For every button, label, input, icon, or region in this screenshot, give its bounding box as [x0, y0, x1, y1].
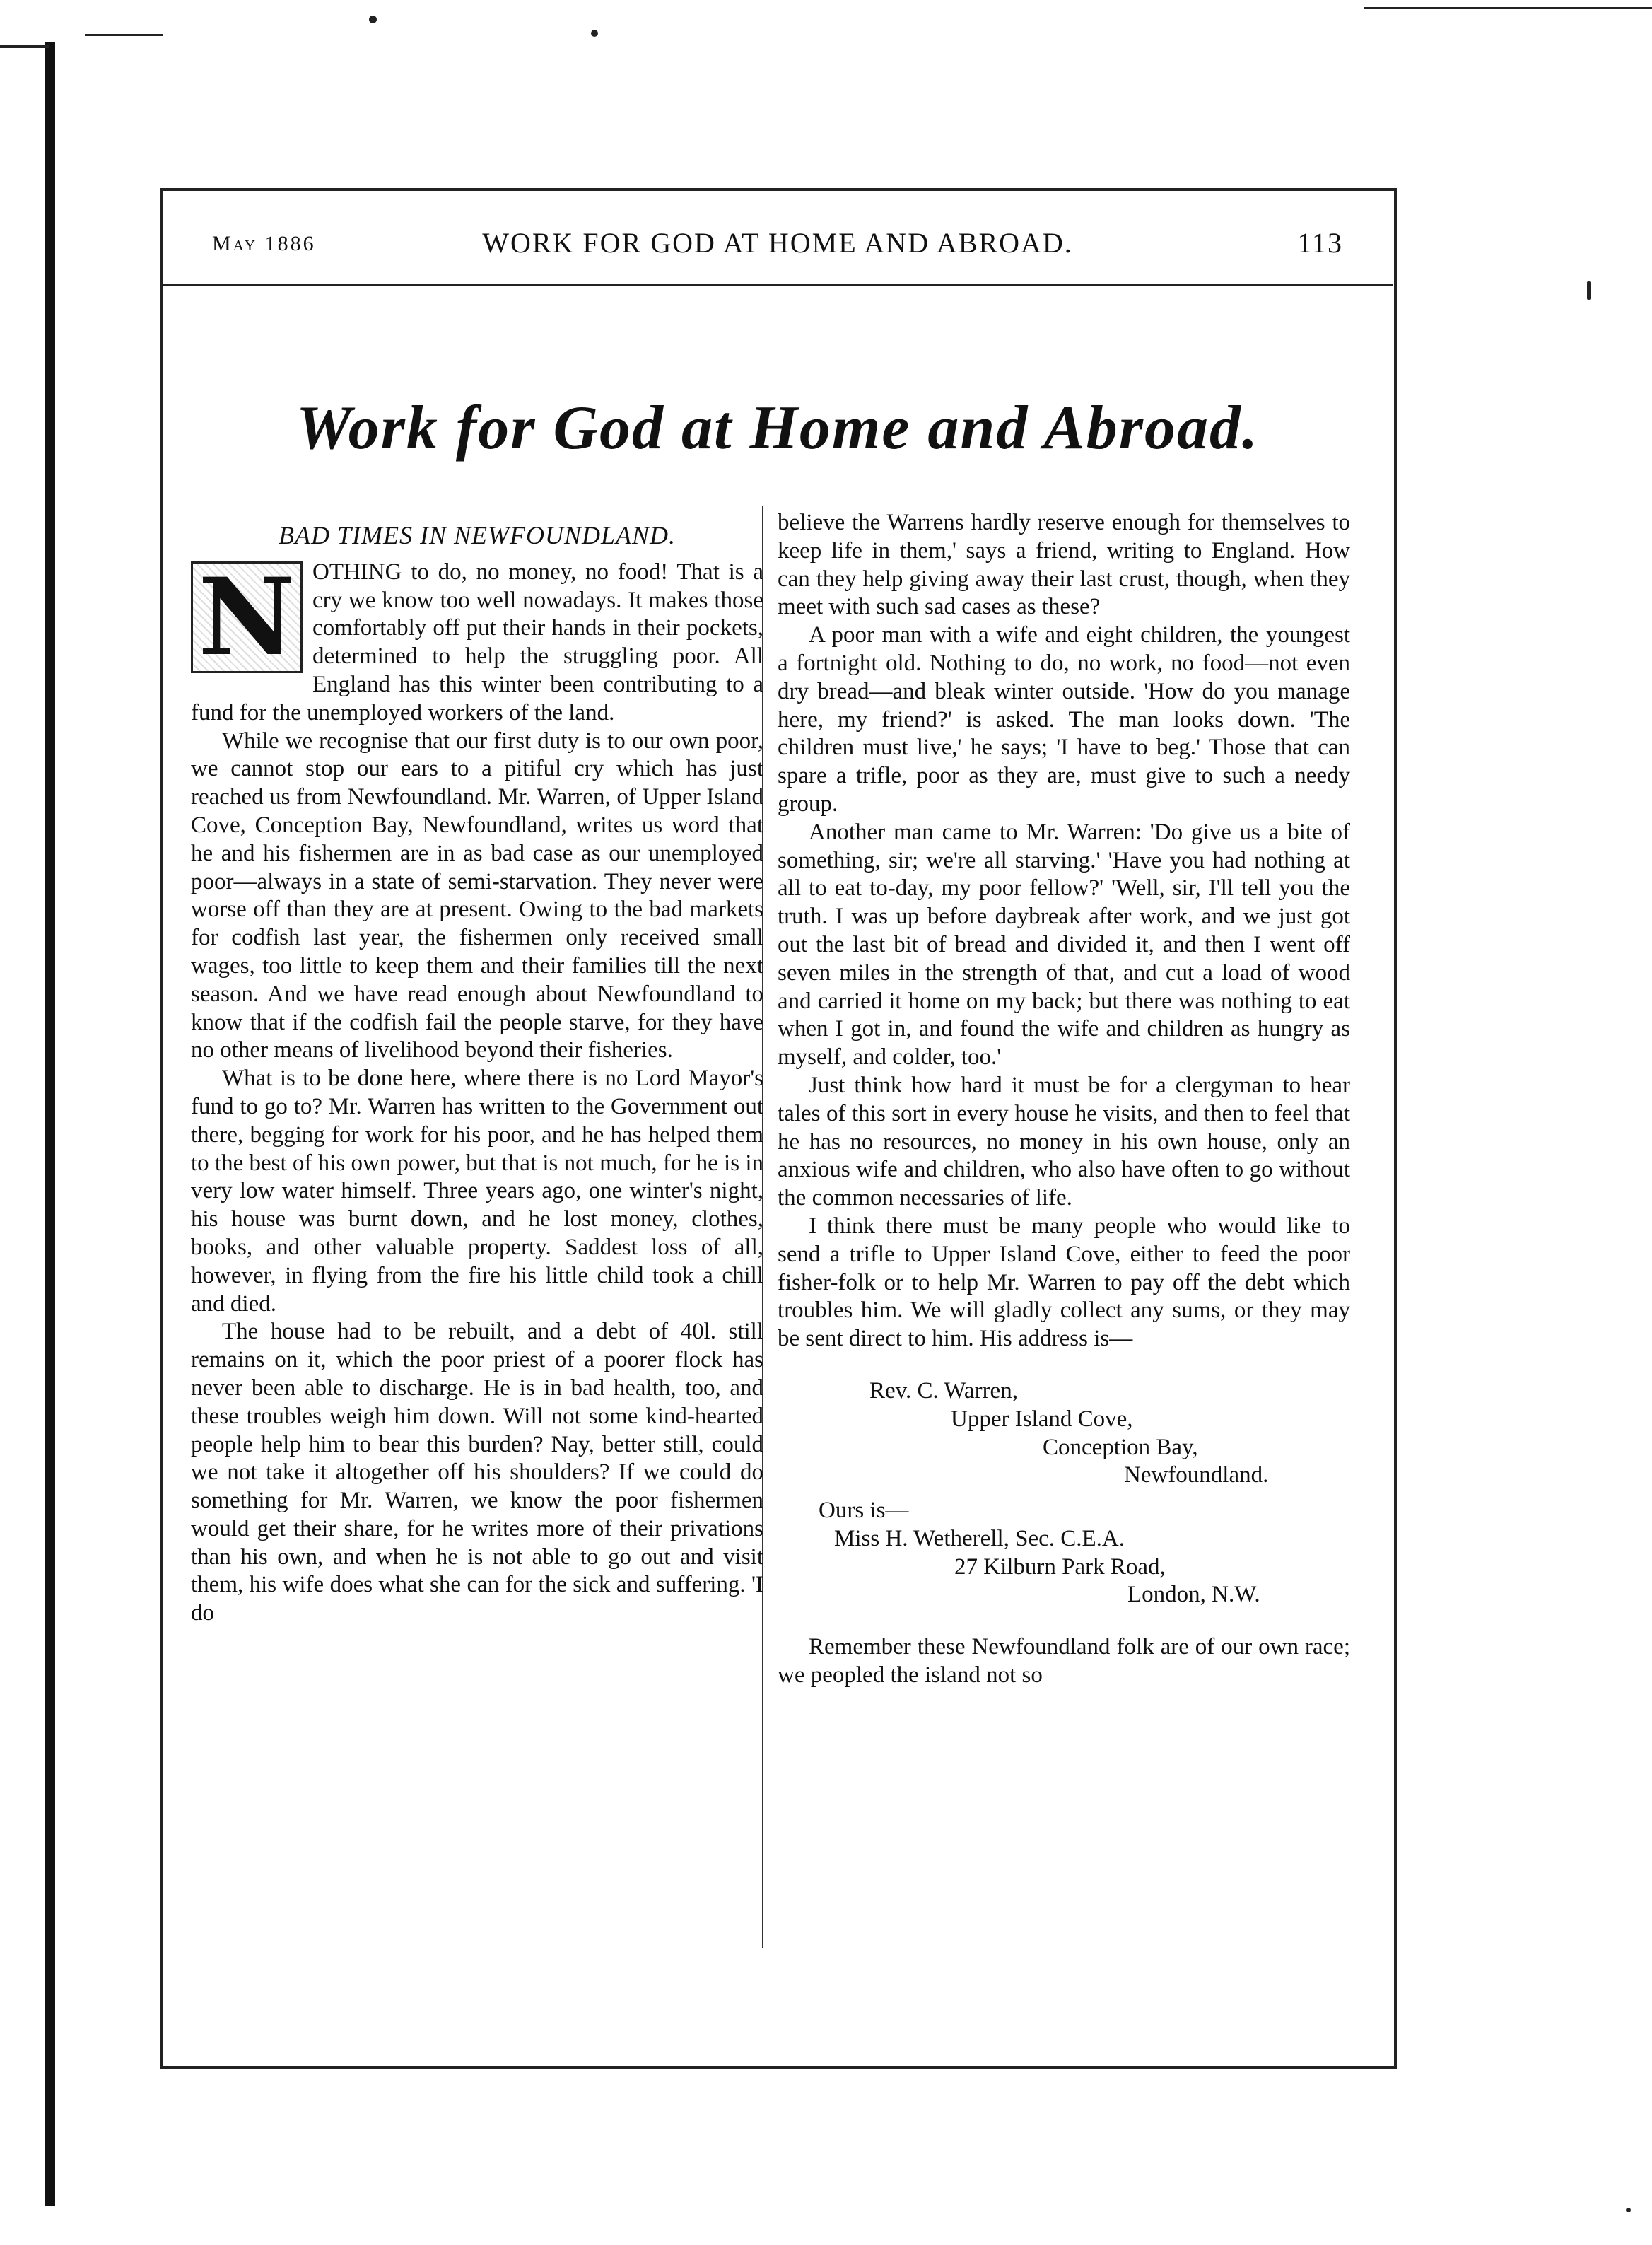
header-rule: [163, 284, 1393, 286]
scan-mark: [85, 34, 163, 36]
scan-speck: [1587, 281, 1591, 300]
dropcap-letter: N: [191, 561, 303, 673]
address-line: Conception Bay,: [1043, 1434, 1198, 1460]
ours-address-line: London, N.W.: [1127, 1582, 1260, 1608]
paragraph: A poor man with a wife and eight children, the youngest a fortnight old. Nothing to do, no work, no food—not even dry bread—and bleak winter outside. 'How do you manage here, my friend?' is asked. The man looks down. 'The children must live,' he says; 'I have to beg.' Those that can spare a trifle, poor as they are, must give to such a needy group.: [778, 622, 1350, 817]
ours-intro: Ours is—: [819, 1498, 909, 1524]
scan-speck: [1626, 2208, 1631, 2212]
address-line: Rev. C. Warren,: [869, 1377, 1018, 1404]
ours-address-line: Miss H. Wetherell, Sec. C.E.A.: [834, 1525, 1125, 1551]
paragraph: OTHING to do, no money, no food! That is a cry we know too well nowadays. It makes those comfortably off put their hands in their pockets, determined to help the struggling poor. All England has this winter been contributing to a fund for the unemployed workers of the land.: [191, 559, 763, 725]
scan-mark: [1364, 7, 1652, 9]
closing-paragraph: Remember these Newfoundland folk are of our own race; we peopled the island not so: [778, 1634, 1350, 1689]
paragraph: While we recognise that our first duty is to our own poor, we cannot stop our ears to a pitiful cry which has just reached us from Newfoundland. Mr. Warren, of Upper Island Cove, Conception Bay, Newfoundland, writes us word that he and his fishermen are in as bad case as our unemployed poor—always in a state of semi-starvation. They never were worse off than they are at present. Owing to the bad markets for codfish last year, the fishermen only received small wages, too little to keep them and their families till the next season. And we have read enough about Newfoundland to know that if the codfish fail the people starve, for they have no other means of livelihood beyond their fisheries.: [191, 728, 763, 1063]
scan-speck: [591, 30, 598, 37]
paragraph: The house had to be rebuilt, and a debt of 40l. still remains on it, which the poor priest of a poorer flock has never been able to discharge. He is in bad health, too, and these troubles weigh him down. Will not some kind-hearted people help him to bear this burden? Nay, better still, could we not take it altogether off his shoulders? If we could do something for Mr. Warren, we know the poor fishermen would get their share, for he writes more of their privations than his own, and when he is not able to go out and visit them, his wife does what she can for the sick and suffering. 'I do: [191, 1319, 763, 1626]
running-head: [212, 226, 1343, 276]
header-title: WORK FOR GOD AT HOME AND ABROAD.: [482, 227, 1073, 259]
address-line: Newfoundland.: [1124, 1462, 1269, 1488]
page-number: 113: [1297, 227, 1343, 259]
paragraph: What is to be done here, where there is no Lord Mayor's fund to go to? Mr. Warren has written to the Government out there, begging for work for his poor, and he has helped them to the best of his own power, but that is not much, for he is in very low water himself. Three years ago, one winter's night, his house was burnt down, and he lost money, clothes, books, and other valuable property. Saddest loss of all, however, in flying from the fire his little child took a chill and died.: [191, 1066, 763, 1317]
paragraph: I think there must be many people who would like to send a trifle to Upper Island Cove, either to feed the poor fisher-folk or to help Mr. Warren to pay off the debt which troubles him. We will gladly collect any sums, or they may be sent direct to him. His address is—: [778, 1213, 1350, 1352]
masthead-title: Work for God at Home and Abroad.: [295, 394, 1260, 462]
scan-gutter-bar: [45, 42, 55, 2206]
article-title: BAD TIMES IN NEWFOUNDLAND.: [279, 521, 676, 549]
header-date: May 1886: [212, 232, 316, 255]
paragraph: Another man came to Mr. Warren: 'Do give us a bite of something, sir; we're all starving.' 'Have you had nothing at all to eat to-day, my poor fellow?' 'Well, sir, I'll tell you the truth. I was up before daybreak after work, and we just got out the last bit of bread and divided it, and then I went off seven miles in the strength of that, and cut a load of wood and carried it home on my back; but there was nothing to eat when I got in, and found the wife and children as hungry as myself, and colder, too.': [778, 819, 1350, 1071]
paragraph: Just think how hard it must be for a clergyman to hear tales of this sort in every house he visits, and then to feel that he has no resources, no money in his own house, only an anxious wife and children, who also have often to go without the common necessaries of life.: [778, 1072, 1350, 1211]
scan-mark: [0, 45, 49, 48]
paragraph: believe the Warrens hardly reserve enough for themselves to keep life in them,' says a friend, writing to England. How can they help giving away their last crust, though, when they meet with such sad cases as these?: [778, 510, 1350, 620]
scan-speck: [369, 16, 377, 23]
ours-address-line: 27 Kilburn Park Road,: [954, 1553, 1166, 1580]
address-line: Upper Island Cove,: [951, 1406, 1133, 1432]
right-column: [778, 509, 1350, 1690]
left-column: [191, 509, 763, 1628]
